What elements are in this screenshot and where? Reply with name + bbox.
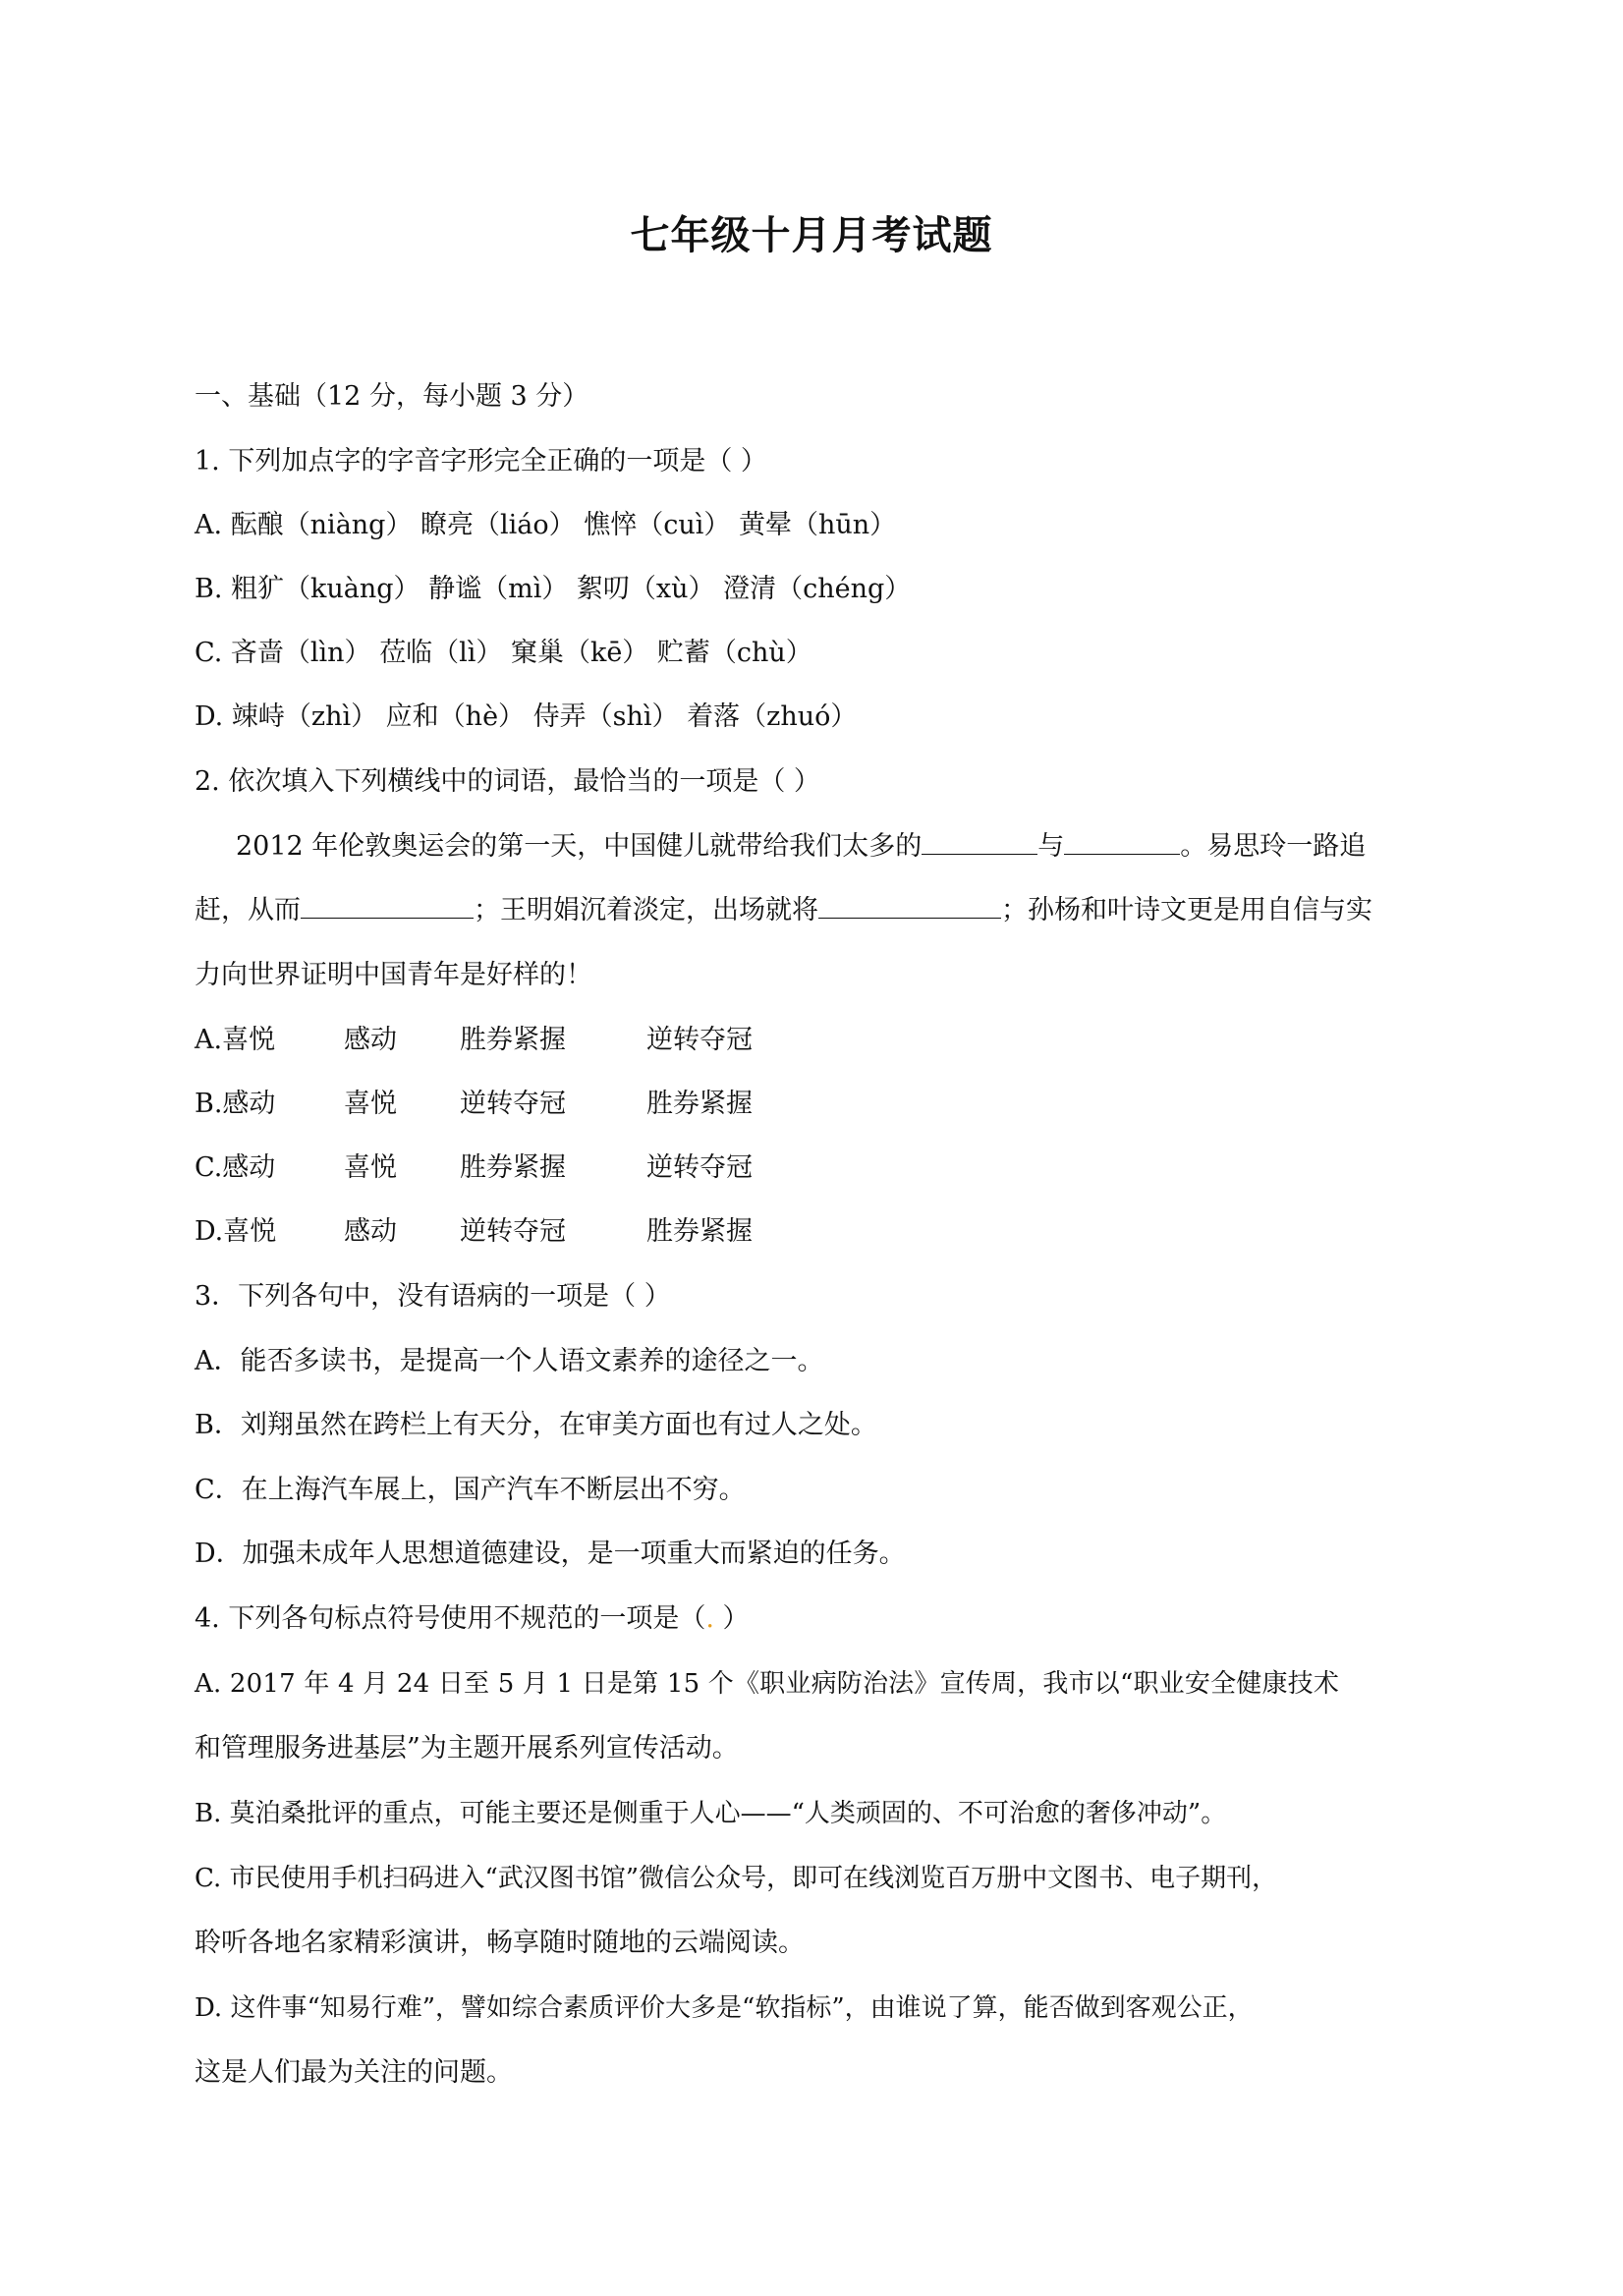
q2-text: ；孙杨和叶诗文更是用自信与实 — [1001, 895, 1372, 925]
q2-paragraph-line-2 — [195, 891, 1442, 930]
q1-stem: 1. 下列加点字的字音字形完全正确的一项是（ ） — [195, 446, 767, 476]
section-heading: 一、基础（12 分，每小题 3 分） — [195, 381, 589, 412]
q1-option-b: B. 粗犷（kuàng） 静谧（mì） 絮叨（xù） 澄清（chéng） — [195, 574, 912, 604]
q2-text: 。易思玲一路追 — [1180, 831, 1367, 862]
q4-option-d-line-1: D. 这件事“知易行难”，譬如综合素质评价大多是“软指标”，由谁说了算，能否做到客观公正， — [195, 1993, 1254, 2023]
q4-stem-dot: . — [705, 1603, 714, 1634]
q4-option-a-line-1: A. 2017 年 4 月 24 日至 5 月 1 日是第 15 个《职业病防治法》宣传周，我市以“职业安全健康技术 — [195, 1669, 1340, 1699]
q2-option-b — [195, 1085, 1442, 1124]
option-word: 胜券紧握 — [460, 1025, 566, 1055]
option-word: 逆转夺冠 — [460, 1089, 566, 1119]
q2-text: 赶，从而 — [195, 895, 301, 925]
option-label: A.喜悦 — [195, 1025, 276, 1055]
q2-paragraph-line-1 — [236, 827, 1442, 867]
q4-option-d-line-2: 这是人们最为关注的问题。 — [195, 2057, 513, 2088]
option-word: 感动 — [344, 1216, 397, 1247]
option-label: D.喜悦 — [195, 1216, 277, 1247]
option-word: 逆转夺冠 — [646, 1025, 753, 1055]
q2-text: 与 — [1037, 831, 1065, 862]
page-title: 七年级十月月考试题 — [630, 212, 993, 258]
option-word: 逆转夺冠 — [460, 1216, 566, 1247]
fill-blank-4 — [818, 892, 1001, 919]
q2-stem: 2. 依次填入下列横线中的词语，最恰当的一项是（ ） — [195, 766, 820, 797]
q1-option-c: C. 吝啬（lìn） 莅临（lì） 窠巢（kē） 贮蓄（chù） — [195, 638, 812, 668]
option-word: 胜券紧握 — [646, 1216, 753, 1247]
q2-option-c — [195, 1148, 1442, 1188]
q4-option-b: B. 莫泊桑批评的重点，可能主要还是侧重于人心——“人类顽固的、不可治愈的奢侈冲动”。 — [195, 1799, 1227, 1828]
option-word: 喜悦 — [344, 1089, 397, 1119]
q1-option-a: A. 酝酿（niàng） 瞭亮（liáo） 憔悴（cuì） 黄晕（hūn） — [195, 510, 897, 540]
fill-blank-2 — [1064, 828, 1180, 855]
q4-option-a-line-2: 和管理服务进基层”为主题开展系列宣传活动。 — [195, 1733, 739, 1764]
option-word: 喜悦 — [344, 1152, 397, 1183]
option-word: 感动 — [344, 1025, 397, 1055]
q2-text: 2012 年伦敦奥运会的第一天，中国健儿就带给我们太多的 — [236, 831, 923, 862]
q2-option-a — [195, 1021, 1442, 1060]
q4-stem-text: 4. 下列各句标点符号使用不规范的一项是（ — [195, 1603, 706, 1634]
q1-option-d: D. 竦峙（zhì） 应和（hè） 侍弄（shì） 着落（zhuó） — [195, 701, 858, 732]
q4-stem-text: ） — [713, 1603, 750, 1634]
q3-option-b: B．刘翔虽然在跨栏上有天分，在审美方面也有过人之处。 — [195, 1410, 877, 1440]
q4-stem — [195, 1599, 1442, 1639]
q4-option-c-line-1: C. 市民使用手机扫码进入“武汉图书馆”微信公众号，即可在线浏览百万册中文图书、电子期刊， — [195, 1864, 1278, 1893]
q3-stem: 3．下列各句中，没有语病的一项是（ ） — [195, 1281, 671, 1312]
option-label: C.感动 — [195, 1152, 276, 1183]
option-word: 逆转夺冠 — [646, 1152, 753, 1183]
q2-paragraph-line-3: 力向世界证明中国青年是好样的！ — [195, 960, 592, 990]
option-word: 胜券紧握 — [646, 1089, 753, 1119]
option-word: 胜券紧握 — [460, 1152, 566, 1183]
q2-text: ；王明娟沉着淡定，出场就将 — [474, 895, 818, 925]
fill-blank-3 — [301, 892, 474, 919]
q2-option-d — [195, 1212, 1442, 1252]
q3-option-d: D．加强未成年人思想道德建设，是一项重大而紧迫的任务。 — [195, 1539, 906, 1569]
option-label: B.感动 — [195, 1089, 276, 1119]
q3-option-c: C．在上海汽车展上，国产汽车不断层出不穷。 — [195, 1475, 746, 1505]
fill-blank-1 — [922, 828, 1037, 855]
q3-option-a: A．能否多读书，是提高一个人语文素养的途径之一。 — [195, 1346, 824, 1376]
q4-option-c-line-2: 聆听各地名家精彩演讲，畅享随时随地的云端阅读。 — [195, 1928, 805, 1958]
